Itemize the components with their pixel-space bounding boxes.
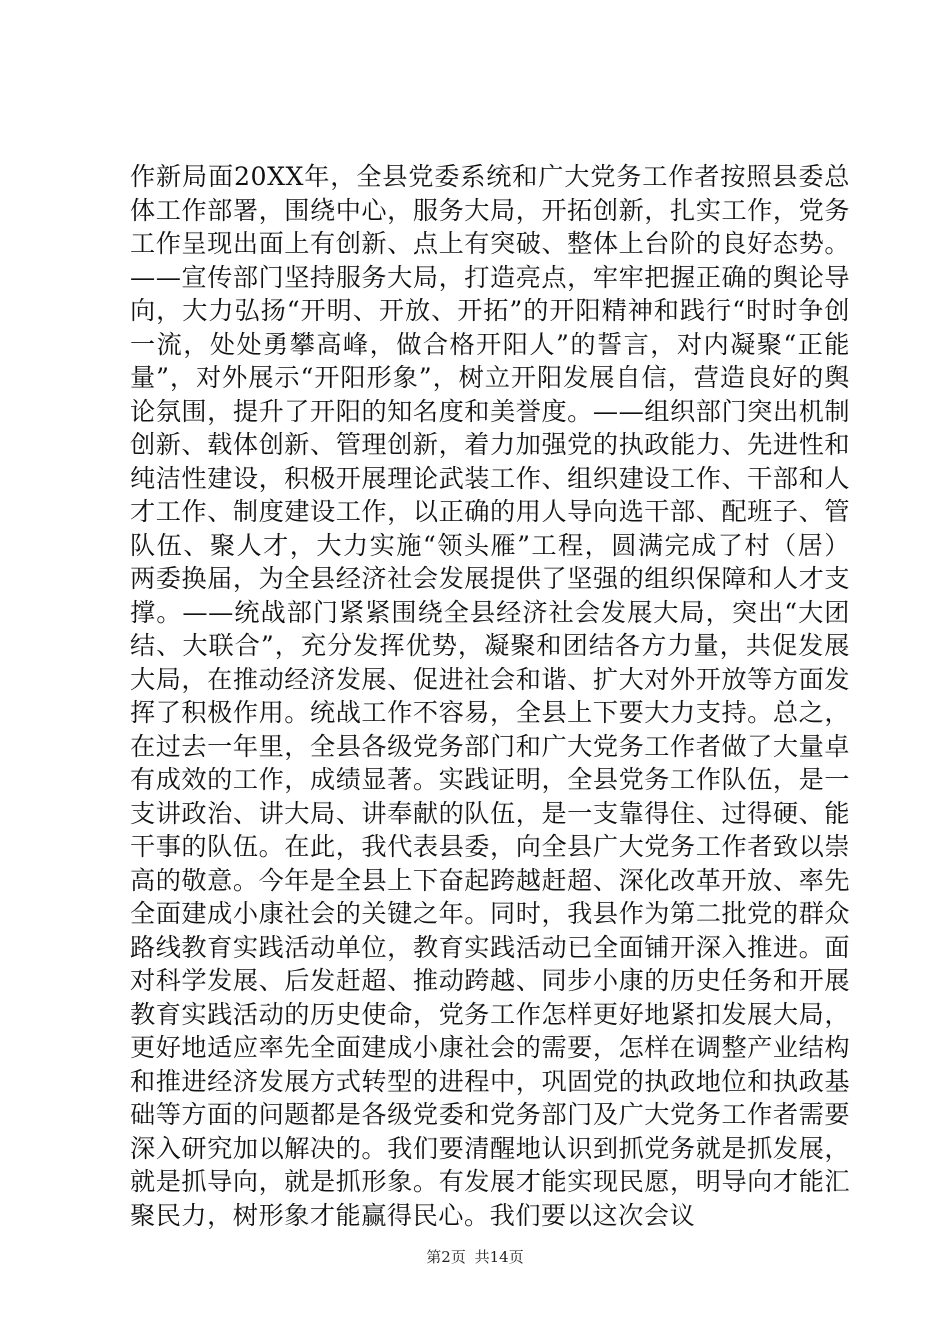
page-number: 第2页 [426,1248,466,1266]
body-paragraph: 作新局面20XX年，全县党委系统和广大党务工作者按照县委总体工作部署，围绕中心，服务大局，开拓创新，扎实工作，党务工作呈现出面上有创新、点上有突破、整体上台阶的良好态势。——宣传部门坚持服务大局，打造亮点，牢牢把握正确的舆论导向，大力弘扬“开明、开放、开拓”的开阳精神和践行“时时争创一流，处处勇攀高峰，做合格开阳人”的誓言，对内凝聚“正能量”，对外展示“开阳形象”，树立开阳发展自信，营造良好的舆论氛围，提升了开阳的知名度和美誉度。——组织部门突出机制创新、载体创新、管理创新，着力加强党的执政能力、先进性和纯洁性建设，积极开展理论武装工作、组织建设工作、干部和人才工作、制度建设工作，以正确的用人导向选干部、配班子、管队伍、聚人才，大力实施“领头雁”工程，圆满完成了村（居）两委换届，为全县经济社会发展提供了坚强的组织保障和人才支撑。——统战部门紧紧围绕全县经济社会发展大局，突出“大团结、大联合”，充分发挥优势，凝聚和团结各方力量，共促发展大局，在推动经济发展、促进社会和谐、扩大对外开放等方面发挥了积极作用。统战工作不容易，全县上下要大力支持。总之，在过去一年里，全县各级党务部门和广大党务工作者做了大量卓有成效的工作，成绩显著。实践证明，全县党务工作队伍，是一支讲政治、讲大局、讲奉献的队伍，是一支靠得住、过得硬、能干事的队伍。在此，我代表县委，向全县广大党务工作者致以崇高的敬意。今年是全县上下奋起跨越赶超、深化改革开放、率先全面建成小康社会的关键之年。同时，我县作为第二批党的群众路线教育实践活动单位，教育实践活动已全面铺开深入推进。面对科学发展、后发赶超、推动跨越、同步小康的历史任务和开展教育实践活动的历史使命，党务工作怎样更好地紧扣发展大局，更好地适应率先全面建成小康社会的需要，怎样在调整产业结构和推进经济发展方式转型的进程中，巩固党的执政地位和执政基础等方面的问题都是各级党委和党务部门及广大党务工作者需要深入研究加以解决的。我们要清醒地认识到抓党务就是抓发展，就是抓导向，就是抓形象。有发展才能实现民愿，明导向才能汇聚民力，树形象才能赢得民心。我们要以这次会议 [130,162,850,1230]
page-total: 共14页 [474,1248,524,1266]
page-footer [0,1247,950,1267]
